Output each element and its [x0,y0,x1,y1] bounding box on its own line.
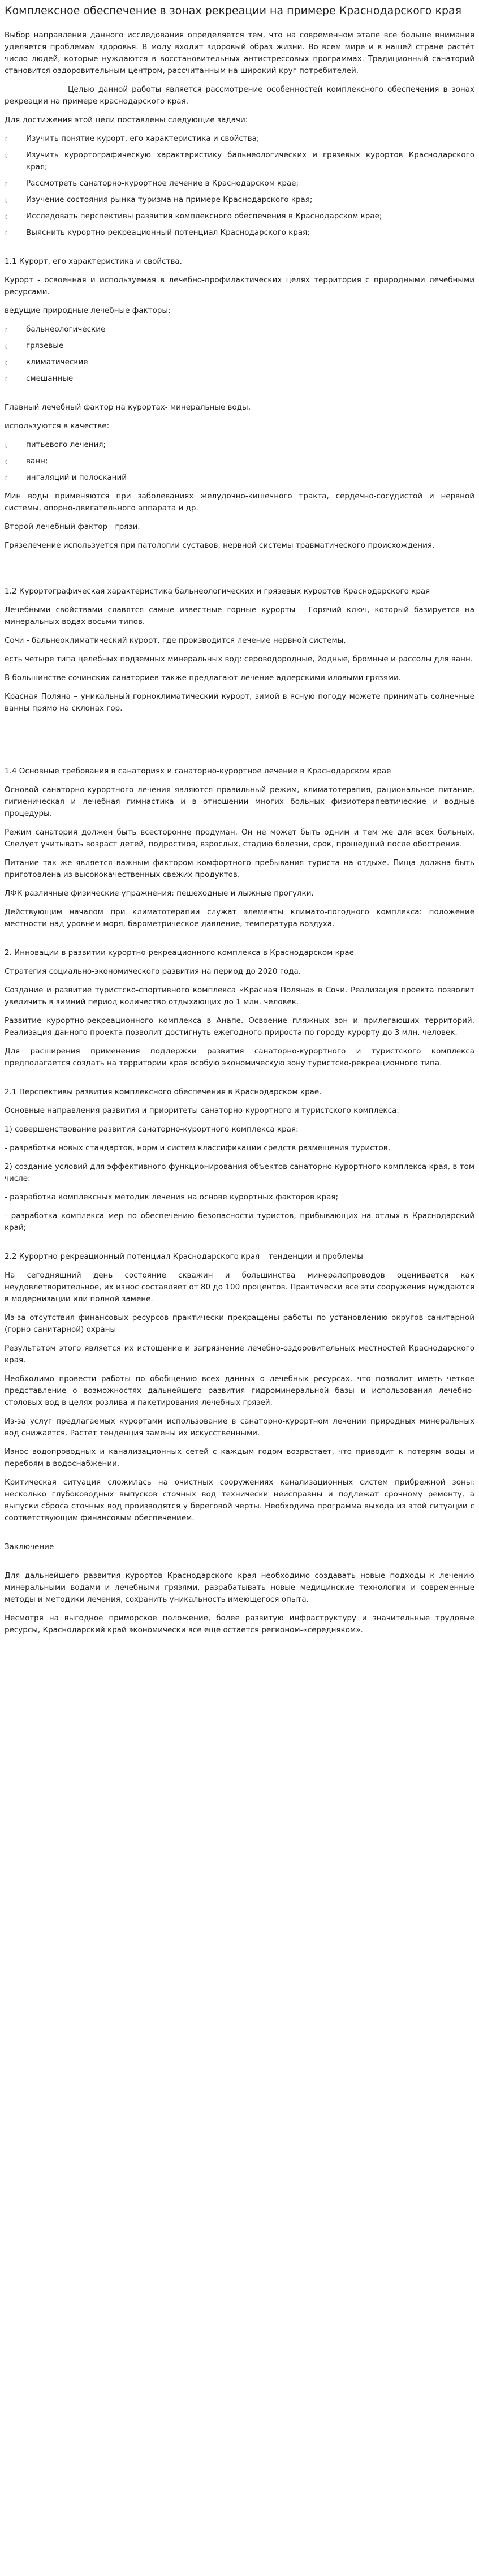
paragraph: - разработка комплекса мер по обеспечению безопасности туристов, прибывающих на отдых в Краснодарский край; [5,1211,474,1232]
goal-paragraph: Целью данной работы является рассмотрение особенностей комплексного обеспечения в зонах рекреации на примере краснодарского края. [5,85,474,106]
intro-paragraph: Выбор направления данного исследования определяется тем, что на современном этапе все больше внимания уделяется проблемам здоровья. В моду входит здоровый образ жизни. Во всем мире и в нашей стране растёт число людей, которые нуждаются в восстановительных антистрессовых программах. Традиционный санаторий становится оздоровительным центром, рассчитанным на широкий круг потребителей. [5,31,474,75]
bullet-marker: ▯ [5,229,8,236]
paragraph: Мин воды применяются при заболеваниях желудочно-кишечного тракта, сердечно-сосудистой и нервной системы, опорно-двигательного аппарата и др. [5,492,474,513]
tasks-lead: Для достижения этой цели поставлены следующие задачи: [5,115,248,124]
list-item: ▯ Изучить курортографическую характеристику бальнеологических и грязевых курортов Краснодарского края; [5,150,474,171]
bullet-marker: ▯ [5,375,8,382]
paragraph: Для расширения применения поддержки развития санаторно-курортного и туристского комплекса предполагается создать на территории края особую экономическую зону туристско-рекреационного типа. [5,1047,474,1068]
paragraph: Создание и развитие туристско-спортивного комплекса «Красная Поляна» в Сочи. Реализация проекта позволит увеличить в зимний период количество отдыхающих до 1 млн. человек. [5,986,474,1007]
list-item: ▯ Выяснить курортно-рекреационный потенциал Краснодарского края; [5,227,474,239]
bullet-marker: ▯ [5,180,8,187]
paragraph: Второй лечебный фактор - грязи. [5,522,140,531]
bullet-marker: ▯ [5,441,8,449]
paragraph: Основой санаторно-курортного лечения являются правильный режим, климатотерапия, рациональное питание, гигиеническая и лечебная гимнастика и в отношении многих больных физиотерапевтические и водные процедуры. [5,785,474,818]
paragraph: Основные направления развития и приоритеты санаторно-курортного и туристского комплекса: [5,1106,399,1115]
paragraph: ЛФК различные физические упражнения: пешеходные и лыжные прогулки. [5,889,314,898]
bullet-marker: ▯ [5,152,8,159]
section-heading: 2. Инновации в развитии курортно-рекреационного комплекса в Краснодарском крае [5,948,354,957]
paragraph: Лечебными свойствами славятся самые известные горные курорты - Горячий ключ, который базируется на минеральных водах восьми типов. [5,605,474,626]
section-heading: 2.1 Перспективы развития комплексного обеспечения в Краснодарском крае. [5,1087,322,1096]
document-title: Комплексное обеспечение в зонах рекреации на примере Краснодарского края [5,5,462,17]
uses-list [5,439,474,484]
paragraph: Стратегия социально-экономического развития на период до 2020 года. [5,967,301,976]
list-item: ▯ ванн; [5,455,474,467]
bullet-marker: ▯ [5,474,8,481]
bullet-marker: ▯ [5,326,8,333]
paragraph: Грязелечение используется при патологии суставов, нервной системы травматического происхождения. [5,541,435,550]
paragraph: Из-за отсутствия финансовых ресурсов практически прекращены работы по установлению округов санитарной (горно-санитарной) охраны [5,1313,474,1334]
paragraph: - разработка комплексных методик лечения на основе курортных факторов края; [5,1193,339,1202]
bullet-marker: ▯ [5,196,8,204]
paragraph: На сегодняшний день состояние скважин и большинства минералопроводов оценивается как неудовлетворительное, их износ составляет от 80 до 100 процентов. Практически все эти сооружения нуждаются в модернизации или полной замене. [5,1271,474,1304]
list-item: ▯ ингаляций и полосканий [5,472,474,484]
paragraph: Критическая ситуация сложилась на очистных сооружениях канализационных систем прибрежной зоны: несколько глубоководных выпусков сточных вод технически неисправны и подлежат срочному ремонту, а выпуски сброса сточных вод производятся у береговой черты. Необходима программа выхода из этой ситуации с соответствующим финансовым обеспечением. [5,1478,474,1523]
list-item: ▯ грязевые [5,340,474,352]
paragraph: 2) создание условий для эффективного функционирования объектов санаторно-курортного комплекса края, в том числе: [5,1162,474,1183]
paragraph: 1) совершенствование развития санаторно-курортного комплекса края: [5,1125,299,1134]
paragraph: Необходимо провести работы по обобщению всех данных о лечебных ресурсах, что позволит иметь четкое представление о возможностях дальнейшего развития гидроминеральной базы и использования лечебно-столовых вод в целях розлива и пакетирования лечебных грязей. [5,1374,474,1407]
list-item: ▯ смешанные [5,373,474,385]
tasks-list [5,133,474,239]
bullet-marker: ▯ [5,342,8,350]
paragraph: Сочи - бальнеоклиматический курорт, где производится лечение нервной системы, [5,636,346,645]
paragraph: ведущие природные лечебные факторы: [5,306,171,315]
paragraph: используются в качестве: [5,422,110,431]
list-item: ▯ Исследовать перспективы развития комплексного обеспечения в Краснодарском крае; [5,210,474,222]
paragraph: Действующим началом при климатотерапии служат элементы климато-погодного комплекса: положение местности над уровнем моря, барометрическое давление, температура воздуха. [5,908,474,928]
bullet-marker: ▯ [5,458,8,465]
paragraph: Развитие курортно-рекреационного комплекса в Анапе. Освоение пляжных зон и прилегающих территорий. Реализация данного проекта позволит достигнуть ежегодного прироста по городу-курорту до 3 млн. человек. [5,1016,474,1037]
section-heading: 1.2 Курортографическая характеристика бальнеологических и грязевых курортов Краснодарского края [5,587,430,596]
paragraph: Результатом этого является их истощение и загрязнение лечебно-оздоровительных местностей Краснодарского края. [5,1344,474,1365]
list-item: ▯ Изучение состояния рынка туризма на примере Краснодарского края; [5,194,474,206]
bullet-marker: ▯ [5,135,8,143]
paragraph: Главный лечебный фактор на курортах- минеральные воды, [5,403,251,412]
list-item: ▯ бальнеологические [5,324,474,336]
list-item: ▯ Изучить понятие курорт, его характеристика и свойства; [5,133,474,145]
paragraph: Курорт - освоенная и используемая в лечебно-профилактических целях территория с природными лечебными ресурсами. [5,276,474,296]
section-heading: 2.2 Курортно-рекреационный потенциал Краснодарского края – тенденции и проблемы [5,1252,363,1261]
paragraph: Для дальнейшего развития курортов Краснодарского края необходимо создавать новые подходы к лечению минеральными водами и лечебными грязями, разрабатывать новые медицинские технологии и современные методы и методики лечения, сохранить уникальность имеющегося опыта. [5,1571,474,1604]
paragraph: - разработка новых стандартов, норм и систем классификации средств размещения туристов, [5,1143,391,1152]
paragraph: Красная Поляна – уникальный горноклиматический курорт, зимой в ясную погоду можете принимать солнечные ванны прямо на склонах гор. [5,692,474,713]
paragraph: Из-за услуг предлагаемых курортами использование в санаторно-курортном лечении природных минеральных вод снижается. Растет тенденция замены их искусственными. [5,1417,474,1438]
paragraph: Питание так же является важным фактором комфортного пребывания туриста на отдыхе. Пища должна быть приготовлена из высококачественных свежих продуктов. [5,858,474,879]
bullet-marker: ▯ [5,213,8,220]
paragraph: Несмотря на выгодное приморское положение, более развитую инфраструктуру и значительные трудовые ресурсы, Краснодарский край экономически все еще остается регионом-«середняком». [5,1614,474,1635]
list-item: ▯ Рассмотреть санаторно-курортное лечение в Краснодарском крае; [5,178,474,190]
bullet-marker: ▯ [5,359,8,366]
paragraph: В большинстве сочинских санаториев также предлагают лечение адлерскими иловыми грязями. [5,673,402,682]
factors-list [5,324,474,385]
list-item: ▯ климатические [5,356,474,368]
section-heading: 1.1 Курорт, его характеристика и свойства. [5,257,182,266]
list-item: ▯ питьевого лечения; [5,439,474,451]
paragraph: Режим санатория должен быть всесторонне продуман. Он не может быть одним и тем же для всех больных. Следует учитывать возраст детей, подростков, взрослых, стадию болезни, срок, прошедший после обострения. [5,828,474,849]
paragraph: есть четыре типа целебных подземных минеральных вод: сероводородные, йодные, бромные и рассолы для ванн. [5,655,473,664]
paragraph: Износ водопроводных и канализационных сетей с каждым годом возрастает, что приводит к потерям воды и перебоям в водоснабжении. [5,1447,474,1468]
section-heading: 1.4 Основные требования в санаториях и санаторно-курортное лечение в Краснодарском крае [5,767,391,776]
section-heading: Заключение [5,1542,54,1551]
